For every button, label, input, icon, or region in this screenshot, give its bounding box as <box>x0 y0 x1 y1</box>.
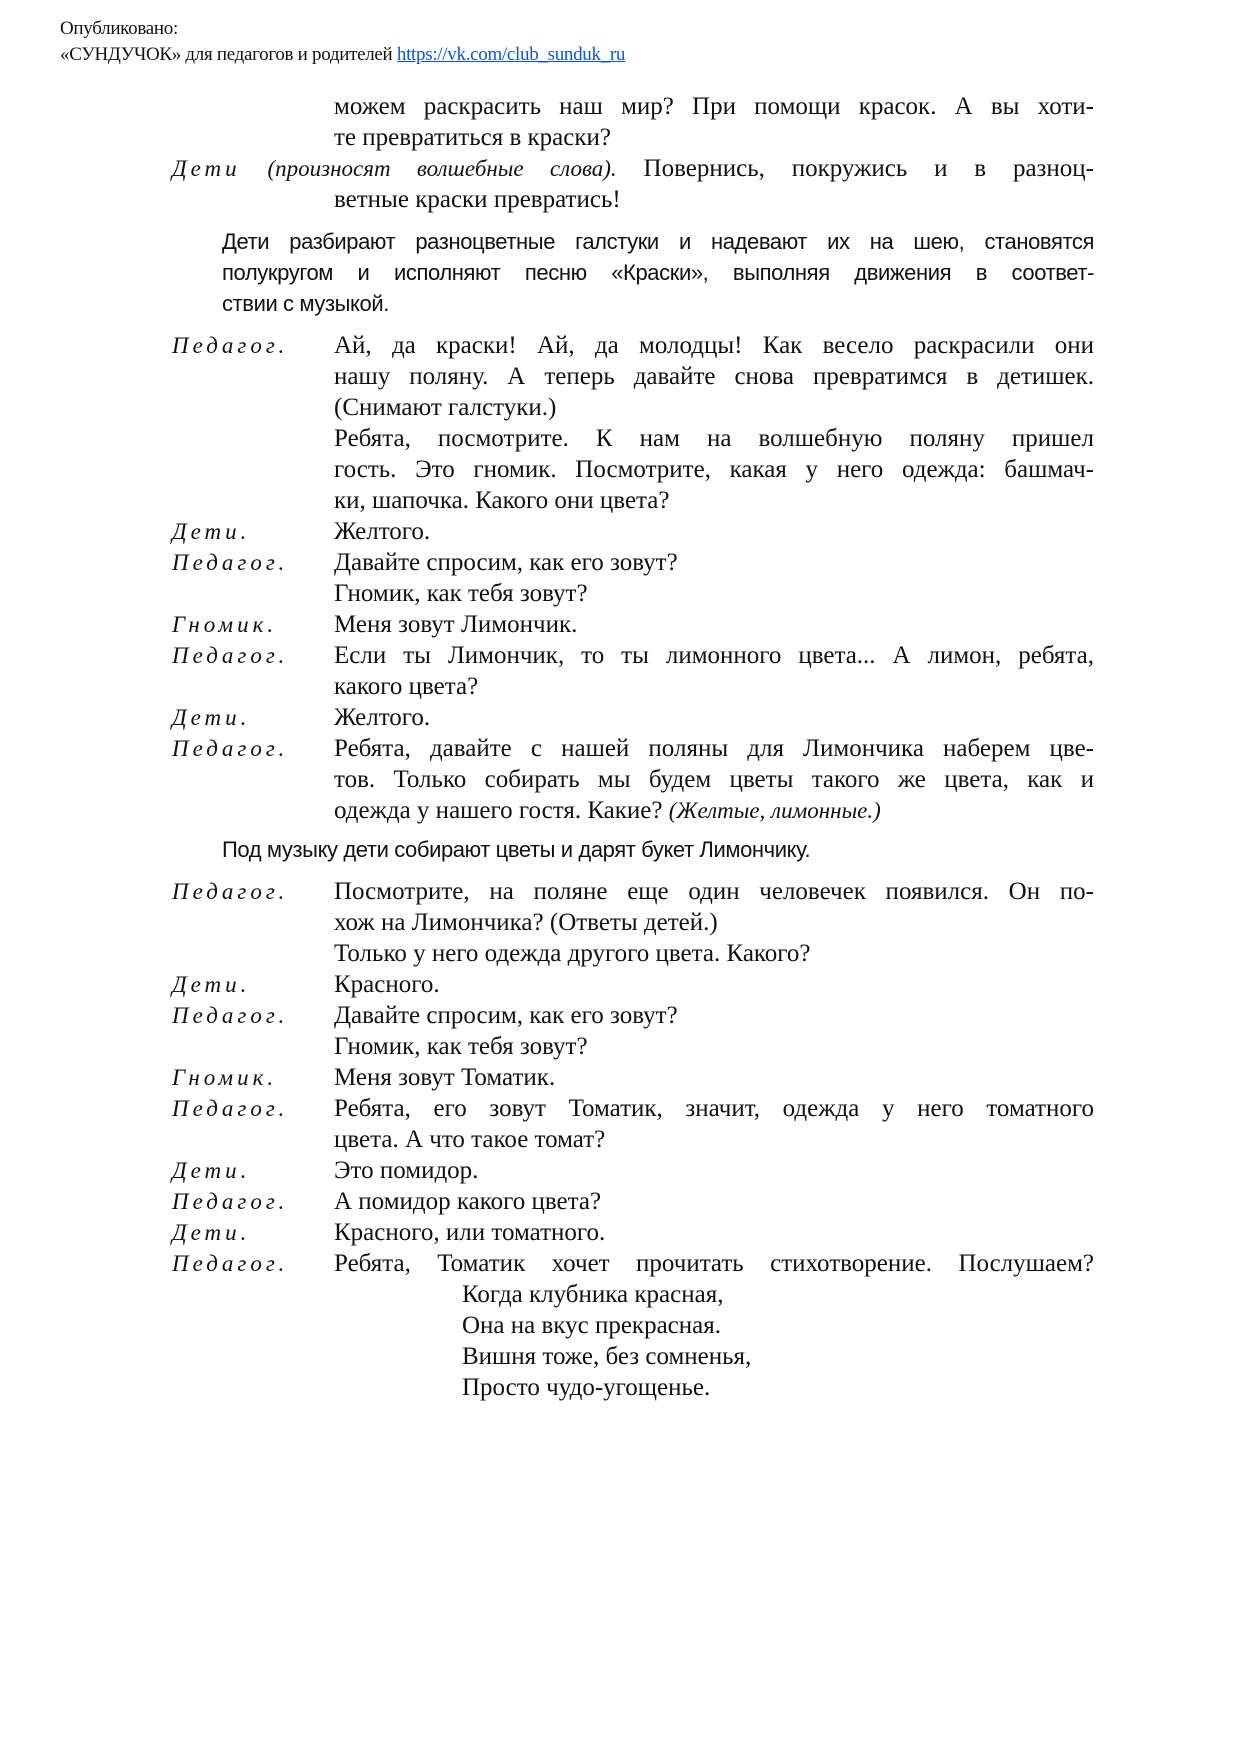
dialogue-line <box>0 1062 1240 1093</box>
speaker-label: Педагог. <box>172 333 289 358</box>
dialogue-line <box>0 969 1240 1000</box>
text-content: Ай, да краски! Ай, да молодцы! Как весело раскрасили они <box>334 332 1094 359</box>
dialogue-line <box>0 423 1240 454</box>
dialogue-line <box>0 485 1240 516</box>
dialogue-line <box>0 733 1240 764</box>
dialogue-line <box>0 1031 1240 1062</box>
stage-direction-line <box>0 834 1240 865</box>
line-text <box>334 733 1094 764</box>
speaker-label: Дети. <box>172 1220 251 1245</box>
dialogue-line <box>0 876 1240 907</box>
text-content: ки, шапочка. Какого они цвета? <box>334 487 670 514</box>
line-text <box>334 876 1094 907</box>
speaker-label: Педагог. <box>172 1251 289 1276</box>
dialogue-line <box>0 184 1240 215</box>
line-text <box>462 1310 1222 1341</box>
speaker-label: Педагог. <box>172 879 289 904</box>
source-line <box>60 42 625 68</box>
speaker-label: Дети. <box>172 705 251 730</box>
line-text <box>334 907 1094 938</box>
text-content: полукругом и исполняют песню «Краски», выполняя движения в соответ- <box>222 260 1094 285</box>
line-text <box>222 288 1094 319</box>
speaker-label: Гномик. <box>172 612 278 637</box>
line-text <box>334 1217 1094 1248</box>
text-content: можем раскрасить наш мир? При помощи красок. А вы хоти- <box>334 93 1094 120</box>
remark-note: (Желтые, лимонные.) <box>668 798 881 823</box>
speaker-label: Дети. <box>172 519 251 544</box>
line-text <box>222 257 1094 288</box>
speaker-label: Педагог. <box>172 736 289 761</box>
text-content: те превратиться в краски? <box>334 124 611 151</box>
line-text <box>334 1124 1094 1155</box>
text-content: А помидор какого цвета? <box>334 1188 602 1215</box>
text-content: какого цвета? <box>334 673 479 700</box>
stage-direction-line <box>0 257 1240 288</box>
text-content: Когда клубника красная, <box>462 1281 724 1308</box>
text-content: Гномик, как тебя зовут? <box>334 1033 588 1060</box>
dialogue-line <box>0 91 1240 122</box>
text-content: Она на вкус прекрасная. <box>462 1312 721 1339</box>
text-content: Красного. <box>334 971 440 998</box>
text-content: Только у него одежда другого цвета. Какого? <box>334 940 811 967</box>
speaker-label: Гномик. <box>172 1065 278 1090</box>
dialogue-line <box>0 392 1240 423</box>
line-text <box>334 122 1094 153</box>
line-text <box>334 578 1094 609</box>
text-content: ветные краски превратись! <box>334 186 621 213</box>
speaker-label: Педагог. <box>172 1003 289 1028</box>
line-text <box>334 969 1094 1000</box>
dialogue-line <box>0 547 1240 578</box>
line-text <box>334 609 1094 640</box>
poem-line <box>0 1341 1240 1372</box>
line-text <box>334 1000 1094 1031</box>
text-content: Меня зовут Лимончик. <box>334 611 578 638</box>
line-text <box>334 1031 1094 1062</box>
dialogue-line <box>0 122 1240 153</box>
speaker-label: Педагог. <box>172 1096 289 1121</box>
text-content: ствии с музыкой. <box>222 291 389 316</box>
line-text <box>334 516 1094 547</box>
script-text <box>0 91 1240 1403</box>
poem-line <box>0 1310 1240 1341</box>
line-text <box>334 764 1094 795</box>
text-content: (Снимают галстуки.) <box>334 394 557 421</box>
stage-direction-line <box>0 226 1240 257</box>
text-content: Это помидор. <box>334 1157 479 1184</box>
dialogue-line <box>0 764 1240 795</box>
line-text <box>334 454 1094 485</box>
line-text <box>334 361 1094 392</box>
text-content: Дети разбирают разноцветные галстуки и надевают их на шею, становятся <box>222 229 1094 254</box>
text-content: Ребята, его зовут Томатик, значит, одежда у него томатного <box>334 1095 1094 1122</box>
poem-line <box>0 1372 1240 1403</box>
text-content: Давайте спросим, как его зовут? <box>334 549 678 576</box>
line-text <box>334 1248 1094 1279</box>
text-content: гость. Это гномик. Посмотрите, какая у него одежда: башмач- <box>334 456 1094 483</box>
line-text <box>334 702 1094 733</box>
dialogue-line <box>0 153 1240 184</box>
text-content: одежда у нашего гостя. Какие? <box>334 797 669 824</box>
dialogue-line <box>0 361 1240 392</box>
line-text <box>462 1279 1222 1310</box>
line-text <box>334 640 1094 671</box>
text-content: хож на Лимончика? (Ответы детей.) <box>334 909 718 936</box>
dialogue-line <box>0 516 1240 547</box>
dialogue-line <box>0 609 1240 640</box>
text-content: Если ты Лимончик, то ты лимонного цвета... А лимон, ребята, <box>334 642 1094 669</box>
dialogue-line <box>0 1124 1240 1155</box>
dialogue-line <box>0 454 1240 485</box>
text-content: Меня зовут Томатик. <box>334 1064 556 1091</box>
text-content: Повернись, покружись и в разноц- <box>643 155 1095 182</box>
line-text <box>334 938 1094 969</box>
text-content: Ребята, посмотрите. К нам на волшебную поляну пришел <box>334 425 1094 452</box>
dialogue-line <box>0 330 1240 361</box>
dialogue-line <box>0 1000 1240 1031</box>
line-text <box>462 1372 1222 1403</box>
speaker-label: Педагог. <box>172 643 289 668</box>
line-text <box>334 485 1094 516</box>
dialogue-line <box>0 640 1240 671</box>
text-content: Желтого. <box>334 518 431 545</box>
line-text <box>334 795 1094 826</box>
text-content: цвета. А что такое томат? <box>334 1126 606 1153</box>
dialogue-line <box>0 1155 1240 1186</box>
dialogue-line <box>0 702 1240 733</box>
text-content: Давайте спросим, как его зовут? <box>334 1002 678 1029</box>
line-text <box>334 671 1094 702</box>
text-content: тов. Только собирать мы будем цветы такого же цвета, как и <box>334 766 1094 793</box>
dialogue-line <box>0 938 1240 969</box>
line-text <box>172 153 1094 184</box>
text-content: Посмотрите, на поляне еще один человечек появился. Он по- <box>334 878 1094 905</box>
dialogue-line <box>0 795 1240 826</box>
speaker-label: Дети. <box>172 1158 251 1183</box>
line-text <box>334 184 1094 215</box>
text-content: Ребята, Томатик хочет прочитать стихотворение. Послушаем? <box>334 1250 1094 1277</box>
dialogue-line <box>0 671 1240 702</box>
poem-line <box>0 1279 1240 1310</box>
line-text <box>222 834 1094 865</box>
line-text <box>334 547 1094 578</box>
text-content: Просто чудо-угощенье. <box>462 1374 711 1401</box>
line-text <box>222 226 1094 257</box>
speaker-label: Педагог. <box>172 550 289 575</box>
dialogue-line <box>0 1217 1240 1248</box>
line-text <box>334 1093 1094 1124</box>
dialogue-line <box>0 578 1240 609</box>
line-text <box>334 423 1094 454</box>
published-label: Опубликовано: <box>60 18 178 39</box>
dialogue-line <box>0 1248 1240 1279</box>
text-content: Под музыку дети собирают цветы и дарят букет Лимончику. <box>222 837 811 862</box>
dialogue-line <box>0 1093 1240 1124</box>
line-text <box>334 1186 1094 1217</box>
text-content: Красного, или томатного. <box>334 1219 606 1246</box>
text-content: Вишня тоже, без сомненья, <box>462 1343 752 1370</box>
remark-note: (произносят волшебные слова). <box>267 156 617 181</box>
line-text <box>334 330 1094 361</box>
dialogue-line <box>0 907 1240 938</box>
text-content: Гномик, как тебя зовут? <box>334 580 588 607</box>
text-content: нашу поляну. А теперь давайте снова превратимся в детишек. <box>334 363 1094 390</box>
line-text <box>334 1062 1094 1093</box>
line-text <box>334 91 1094 122</box>
line-text <box>334 392 1094 423</box>
source-name: «СУНДУЧОК» для педагогов и родителей <box>60 44 393 65</box>
dialogue-line <box>0 1186 1240 1217</box>
stage-direction-line <box>0 288 1240 319</box>
line-text <box>462 1341 1222 1372</box>
speaker-label: Дети <box>172 156 241 181</box>
line-text <box>334 1155 1094 1186</box>
publication-header <box>60 16 625 68</box>
source-link[interactable]: https://vk.com/club_sunduk_ru <box>396 44 626 65</box>
text-content: Ребята, давайте с нашей поляны для Лимончика наберем цве- <box>334 735 1094 762</box>
speaker-label: Дети. <box>172 972 251 997</box>
speaker-label: Педагог. <box>172 1189 289 1214</box>
text-content: Желтого. <box>334 704 431 731</box>
